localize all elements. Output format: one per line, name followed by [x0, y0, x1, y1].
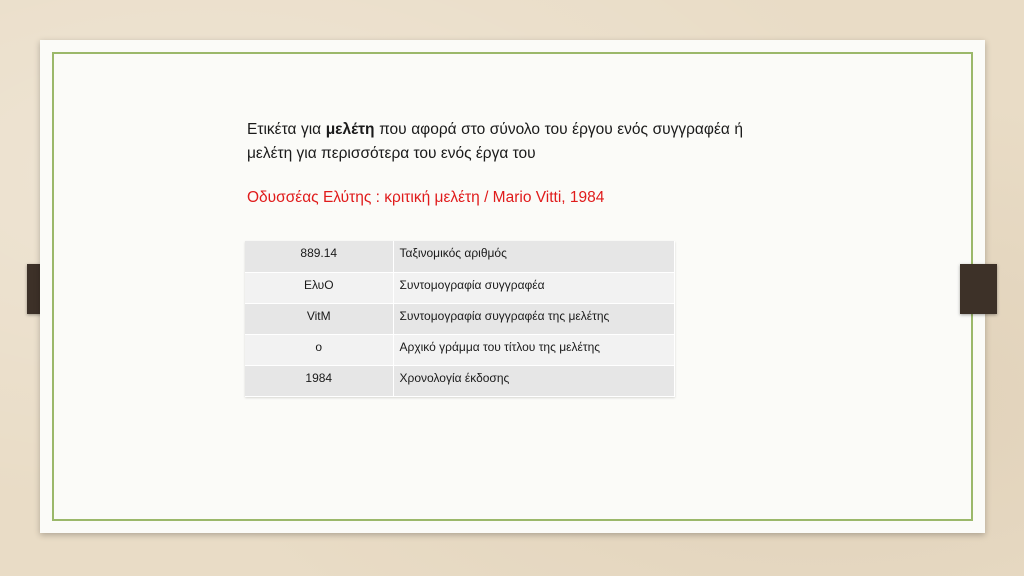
table-row [245, 272, 675, 303]
citation-example: Οδυσσέας Ελύτης : κριτική μελέτη / Mario Vitti, 1984 [247, 189, 605, 206]
description-cell: Αρχικό γράμμα του τίτλου της μελέτης [393, 334, 675, 365]
table-row [245, 365, 675, 396]
table-row [245, 334, 675, 365]
code-cell: ο [245, 334, 393, 365]
description-cell: Χρονολογία έκδοσης [393, 365, 675, 396]
code-cell: 889.14 [245, 241, 393, 272]
description-cell: Συντομογραφία συγγραφέα [393, 272, 675, 303]
description-cell: Συντομογραφία συγγραφέα της μελέτης [393, 303, 675, 334]
intro-text-start: Ετικέτα για [247, 121, 326, 138]
code-cell: VitM [245, 303, 393, 334]
intro-text-end: που αφορά στο σύνολο του έργου ενός συγγραφέα ή μελέτη για περισσότερα του ενός έργα του [247, 121, 743, 162]
intro-bold-term: μελέτη [325, 121, 375, 138]
right-binder-tab [960, 264, 997, 314]
code-cell: ΕλυΟ [245, 272, 393, 303]
table-row [245, 303, 675, 334]
code-cell: 1984 [245, 365, 393, 396]
intro-paragraph [247, 118, 743, 166]
table-row [245, 241, 675, 272]
call-number-table [245, 241, 675, 397]
description-cell: Ταξινομικός αριθμός [393, 241, 675, 272]
